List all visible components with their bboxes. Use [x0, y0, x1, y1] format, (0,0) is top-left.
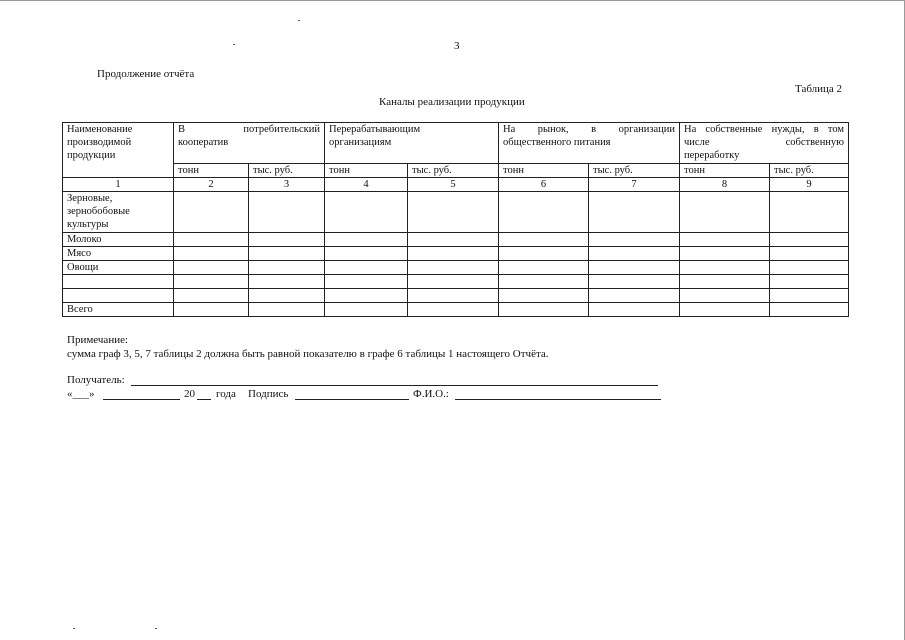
- data-cell: [770, 303, 849, 317]
- data-cell: [589, 289, 680, 303]
- data-cell: [174, 247, 249, 261]
- column-number: 5: [408, 178, 499, 192]
- data-cell: [499, 289, 589, 303]
- column-number: 1: [63, 178, 174, 192]
- scan-speck: [155, 628, 157, 629]
- unit-header: тыс. руб.: [589, 164, 680, 178]
- data-cell: [680, 192, 770, 233]
- scan-speck: [298, 20, 300, 21]
- data-cell: [408, 247, 499, 261]
- row-label-total: Всего: [63, 303, 174, 317]
- data-cell: [249, 247, 325, 261]
- recipient-line: [131, 385, 658, 386]
- table-title: Каналы реализации продукции: [379, 96, 525, 108]
- column-number: 2: [174, 178, 249, 192]
- market-header: На рынок, в организации общественного питания: [499, 123, 680, 164]
- table-row: [63, 261, 849, 275]
- row-label-grain: Зерновые, зернобобовые культуры: [63, 192, 174, 233]
- product-name-header: Наименование производимой продукции: [63, 123, 174, 178]
- data-cell: [325, 303, 408, 317]
- unit-header: тонн: [499, 164, 589, 178]
- column-number-row: [63, 178, 849, 192]
- data-cell: [770, 289, 849, 303]
- sales-channels-table: [62, 122, 849, 317]
- table-row: [63, 192, 849, 233]
- data-cell: [589, 303, 680, 317]
- unit-header: тонн: [680, 164, 770, 178]
- date-month-line: [103, 399, 180, 400]
- data-cell: [325, 275, 408, 289]
- data-cell: [499, 275, 589, 289]
- data-cell: [770, 233, 849, 247]
- data-cell: [408, 289, 499, 303]
- year-suffix: года: [216, 388, 236, 400]
- data-cell: [680, 261, 770, 275]
- continuation-label: Продолжение отчёта: [97, 68, 195, 80]
- row-label-milk: Молоко: [63, 233, 174, 247]
- fio-label: Ф.И.О.:: [413, 388, 449, 400]
- unit-header: тыс. руб.: [249, 164, 325, 178]
- data-cell: [589, 275, 680, 289]
- data-cell: [589, 192, 680, 233]
- data-cell: [325, 192, 408, 233]
- page-top-border: [0, 0, 905, 1]
- table-label: Таблица 2: [795, 83, 843, 95]
- data-cell: [680, 233, 770, 247]
- table-row: [63, 303, 849, 317]
- note-title: Примечание:: [67, 334, 129, 346]
- data-cell: [249, 275, 325, 289]
- unit-header: тыс. руб.: [408, 164, 499, 178]
- scan-speck: [73, 628, 75, 629]
- unit-header-row: [63, 164, 849, 178]
- column-number: 3: [249, 178, 325, 192]
- data-cell: [249, 303, 325, 317]
- data-cell: [770, 192, 849, 233]
- data-cell: [174, 192, 249, 233]
- row-label-meat: Мясо: [63, 247, 174, 261]
- data-cell: [408, 275, 499, 289]
- data-cell: [174, 303, 249, 317]
- data-cell: [770, 261, 849, 275]
- column-number: 7: [589, 178, 680, 192]
- header-row: [63, 123, 849, 164]
- consumer-coop-header: В потребительский кооператив: [174, 123, 325, 164]
- data-cell: [408, 192, 499, 233]
- data-cell: [174, 275, 249, 289]
- signature-line: [295, 399, 409, 400]
- scan-speck: [233, 44, 235, 45]
- date-day: «___»: [67, 388, 95, 400]
- data-cell: [408, 233, 499, 247]
- data-cell: [680, 247, 770, 261]
- column-number: 4: [325, 178, 408, 192]
- data-cell: [249, 192, 325, 233]
- unit-header: тыс. руб.: [770, 164, 849, 178]
- data-cell: [408, 303, 499, 317]
- data-cell: [499, 247, 589, 261]
- unit-header: тонн: [174, 164, 249, 178]
- data-cell: [589, 247, 680, 261]
- data-cell: [325, 261, 408, 275]
- table-row: [63, 289, 849, 303]
- data-cell: [249, 289, 325, 303]
- data-cell: [499, 192, 589, 233]
- data-cell: [680, 289, 770, 303]
- recipient-label: Получатель:: [67, 374, 125, 386]
- column-number: 9: [770, 178, 849, 192]
- row-label-empty: [63, 275, 174, 289]
- row-label-vegetables: Овощи: [63, 261, 174, 275]
- data-cell: [680, 275, 770, 289]
- data-cell: [174, 289, 249, 303]
- data-cell: [680, 303, 770, 317]
- data-cell: [249, 261, 325, 275]
- data-cell: [589, 233, 680, 247]
- data-cell: [325, 247, 408, 261]
- row-label-empty: [63, 289, 174, 303]
- page-number: 3: [454, 40, 460, 52]
- fio-line: [455, 399, 661, 400]
- data-cell: [499, 303, 589, 317]
- year-prefix: 20: [184, 388, 195, 400]
- data-cell: [770, 247, 849, 261]
- own-needs-header: На собственные нужды, в том числе собственную переработку: [680, 123, 849, 164]
- data-cell: [770, 275, 849, 289]
- table-row: [63, 247, 849, 261]
- signature-label: Подпись: [248, 388, 289, 400]
- data-cell: [589, 261, 680, 275]
- data-cell: [408, 261, 499, 275]
- column-number: 6: [499, 178, 589, 192]
- data-cell: [249, 233, 325, 247]
- data-cell: [174, 261, 249, 275]
- data-cell: [499, 261, 589, 275]
- year-line: [197, 399, 211, 400]
- data-cell: [174, 233, 249, 247]
- data-cell: [325, 289, 408, 303]
- column-number: 8: [680, 178, 770, 192]
- table-row: [63, 233, 849, 247]
- data-cell: [325, 233, 408, 247]
- note-text: сумма граф 3, 5, 7 таблицы 2 должна быть равной показателю в графе 6 таблицы 1 настоящего Отчёта.: [67, 348, 549, 360]
- processors-header: Перерабатывающим организациям: [325, 123, 499, 164]
- table-row: [63, 275, 849, 289]
- data-cell: [499, 233, 589, 247]
- unit-header: тонн: [325, 164, 408, 178]
